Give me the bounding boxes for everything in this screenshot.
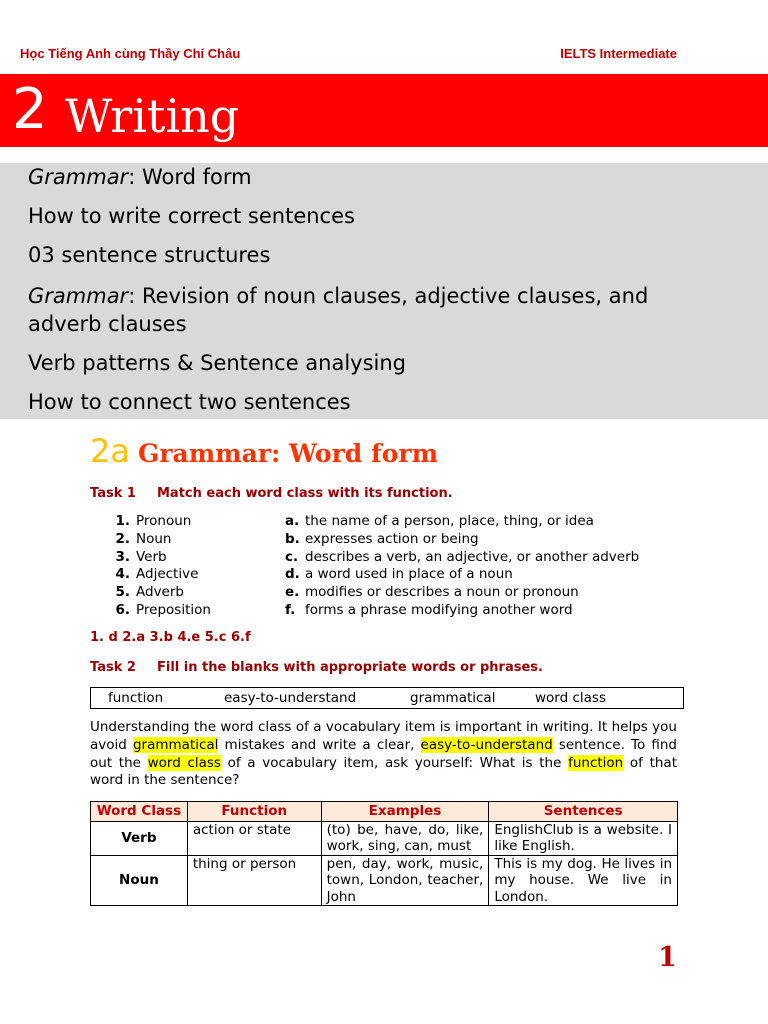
chapter-title: Writing <box>65 89 240 143</box>
chapter-number: 2 <box>12 77 48 142</box>
column-header: Sentences <box>489 802 678 822</box>
sentences-cell: This is my dog. He lives in my house. We live in London. <box>489 855 678 906</box>
table-header-row <box>91 802 678 822</box>
word-class-cell: Noun <box>91 855 188 906</box>
word-bank <box>90 687 684 709</box>
header-school-name: Học Tiếng Anh cùng Thầy Chí Châu <box>20 46 241 61</box>
task2-label: Task 2 <box>90 660 136 675</box>
filled-blank: easy-to-understand <box>420 736 553 753</box>
filled-blank: word class <box>147 754 221 771</box>
section-heading <box>90 432 438 470</box>
function-cell: thing or person <box>187 855 321 906</box>
filled-blank: grammatical <box>132 736 219 753</box>
task2-instruction: Fill in the blanks with appropriate words or phrases. <box>157 660 543 675</box>
section-title: Grammar: Word form <box>137 439 439 468</box>
task1-instruction: Match each word class with its function. <box>157 486 453 501</box>
examples-cell: (to) be, have, do, like, work, sing, can, must <box>321 821 489 855</box>
word-bank-item: grammatical <box>410 690 496 706</box>
outline-item: Verb patterns & Sentence analysing <box>28 351 407 375</box>
outline-item: Grammar: Word form <box>28 165 252 189</box>
column-header: Function <box>187 802 321 822</box>
examples-cell: pen, day, work, music, town, London, teacher, John <box>321 855 489 906</box>
function-cell: action or state <box>187 821 321 855</box>
fill-in-paragraph: Understanding the word class of a vocabulary item is important in writing. It helps you avoid grammatical mistakes and write a clear, easy-to-understand sentence. To find out the word class of a vocabulary item, ask yourself: What is the function of that word in the sentence? <box>90 719 677 789</box>
outline-item: How to write correct sentences <box>28 204 355 228</box>
outline-item: How to connect two sentences <box>28 390 351 414</box>
word-class-cell: Verb <box>91 821 188 855</box>
task1-answer: 1. d 2.a 3.b 4.e 5.c 6.f <box>90 630 251 645</box>
page-number: 1 <box>658 942 677 973</box>
header-course-level: IELTS Intermediate <box>560 46 677 61</box>
column-header: Word Class <box>91 802 188 822</box>
table-row <box>91 821 678 855</box>
chapter-banner <box>0 74 768 147</box>
filled-blank: function <box>568 754 624 771</box>
column-header: Examples <box>321 802 489 822</box>
word-bank-item: function <box>108 690 164 706</box>
sentences-cell: EnglishClub is a website. I like English. <box>489 821 678 855</box>
outline-item: 03 sentence structures <box>28 243 271 267</box>
table-row <box>91 855 678 906</box>
word-bank-item: easy-to-understand <box>224 690 357 706</box>
outline-item: Grammar: Revision of noun clauses, adjective clauses, and adverb clauses <box>28 284 649 336</box>
task2-heading <box>90 660 543 675</box>
chapter-outline <box>0 163 768 419</box>
word-bank-item: word class <box>535 690 606 706</box>
section-number: 2a <box>90 432 130 470</box>
word-class-table <box>90 801 678 906</box>
task1-heading <box>90 486 453 501</box>
task1-label: Task 1 <box>90 486 136 501</box>
